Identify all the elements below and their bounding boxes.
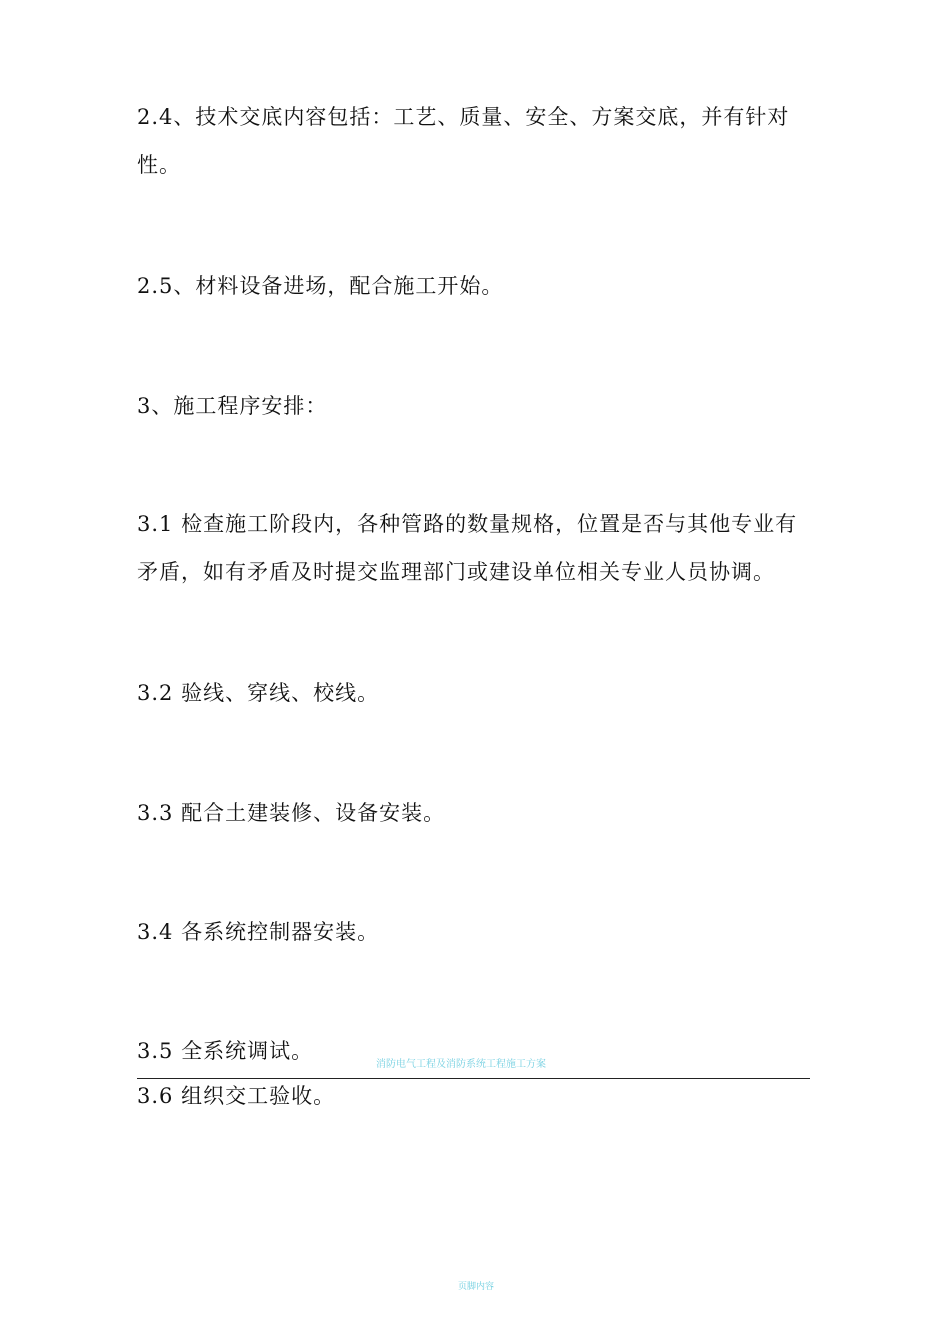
section-heading-3: 3、施工程序安排：: [137, 394, 328, 418]
paragraph-3-4: 3.4 各系统控制器安装。: [137, 920, 380, 944]
paragraph-3-1: 3.1 检查施工阶段内，各种管路的数量规格，位置是否与其他专业有矛盾，如有矛盾及时提交监理部门或建设单位相关专业人员协调。: [137, 512, 798, 584]
faint-header-note: 消防电气工程及消防系统工程施工方案: [376, 1059, 546, 1070]
paragraph-3-2: 3.2 验线、穿线、校线。: [137, 681, 380, 705]
paragraph-2-4: 2.4、技术交底内容包括：工艺、质量、安全、方案交底，并有针对性。: [137, 105, 790, 177]
paragraph-2-5: 2.5、材料设备进场，配合施工开始。: [137, 274, 504, 298]
paragraph-3-5: 3.5 全系统调试。: [137, 1039, 314, 1063]
faint-footer-note: 页脚内容: [458, 1282, 495, 1292]
paragraph-3-3: 3.3 配合土建装修、设备安装。: [137, 801, 446, 825]
paragraph-3-6: 3.6 组织交工验收。: [137, 1084, 336, 1108]
